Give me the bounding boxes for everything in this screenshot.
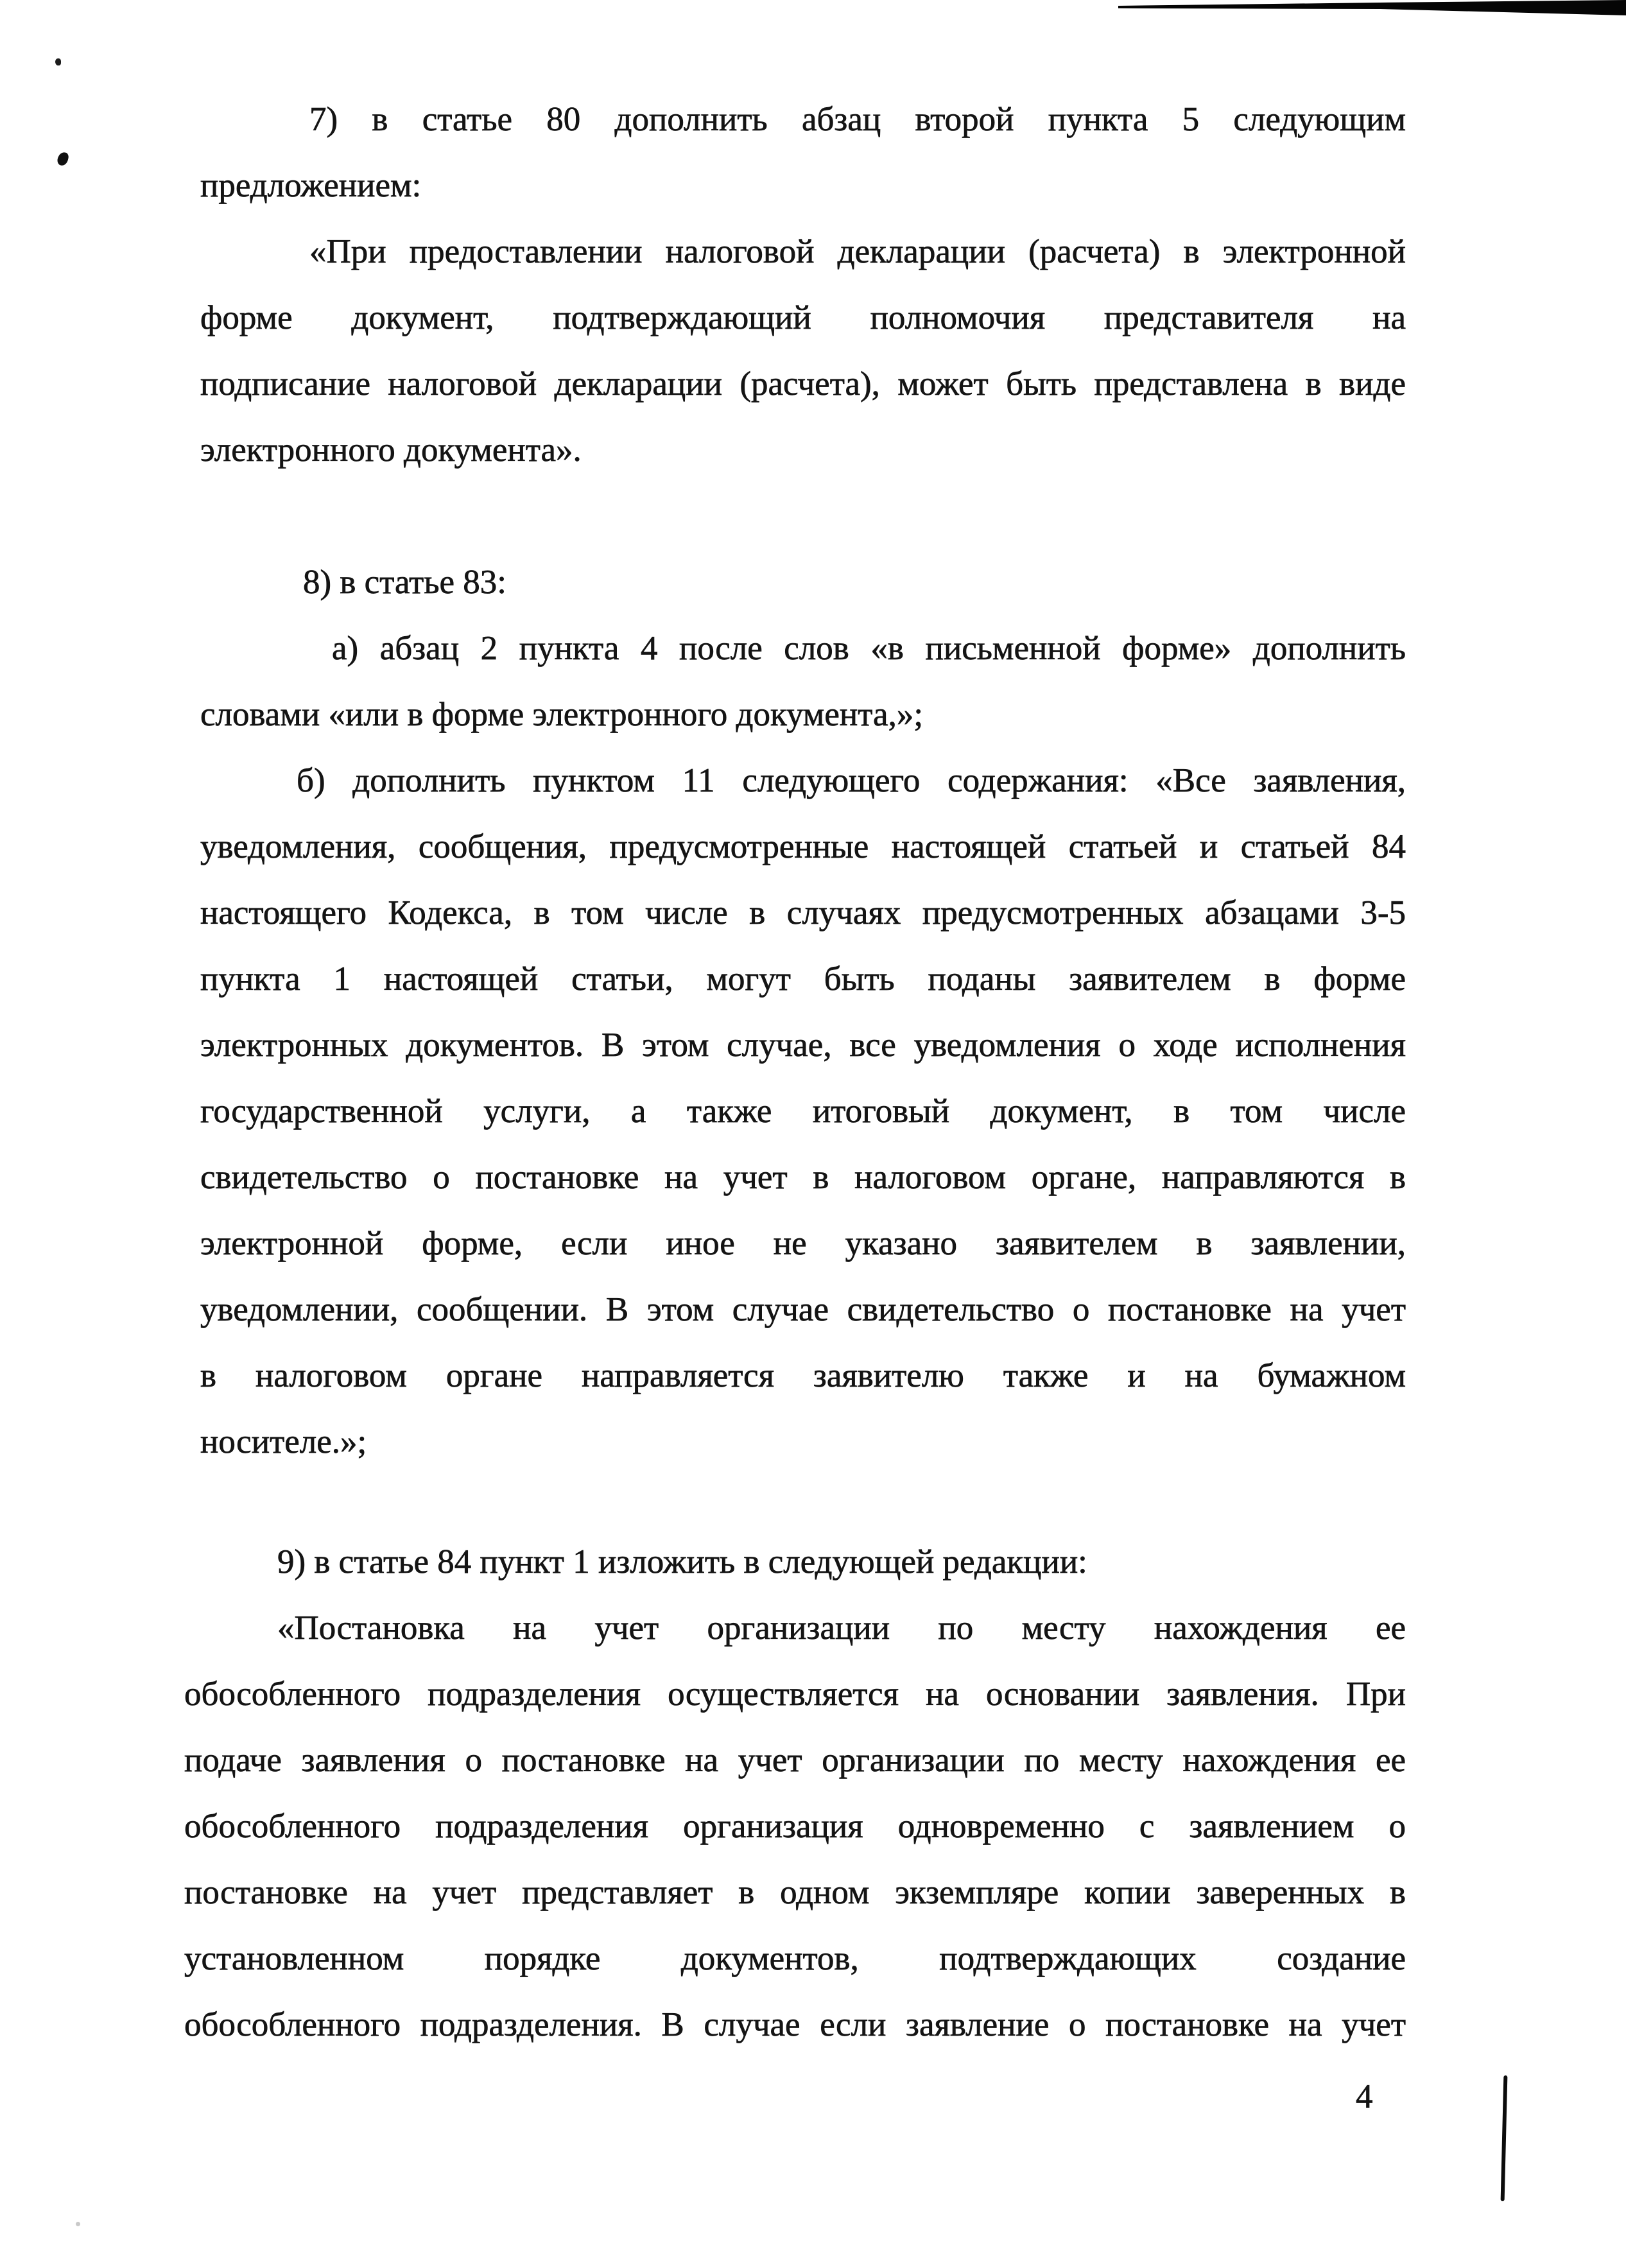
text-line: подаче заявления о постановке на учет организации по месту нахождения ее	[184, 1742, 1406, 1779]
ink-speck-artifact	[55, 58, 61, 65]
text-line: пункта 1 настоящей статьи, могут быть поданы заявителем в форме	[200, 960, 1406, 998]
text-line: обособленного подразделения организация одновременно с заявлением о	[184, 1808, 1406, 1845]
paragraph-gap	[200, 1475, 1406, 1529]
text-line: носителе.»;	[200, 1423, 367, 1460]
text-line: подписание налоговой декларации (расчета), может быть представлена в виде	[200, 365, 1406, 403]
ink-speck-artifact	[76, 2222, 80, 2226]
text-line: электронной форме, если иное не указано заявителем в заявлении,	[200, 1225, 1406, 1262]
text-line: постановке на учет представляет в одном экземпляре копии заверенных в	[184, 1874, 1406, 1911]
page-number: 4	[1356, 2078, 1373, 2115]
text-line: установленном порядке документов, подтверждающих создание	[184, 1940, 1406, 1977]
text-line: словами «или в форме электронного документа,»;	[200, 696, 924, 733]
text-line: «Постановка на учет организации по месту нахождения ее	[277, 1609, 1406, 1647]
text-line: а) абзац 2 пункта 4 после слов «в письменной форме» дополнить	[332, 630, 1406, 667]
text-line: 7) в статье 80 дополнить абзац второй пункта 5 следующим	[309, 101, 1406, 138]
text-line: обособленного подразделения осуществляется на основании заявления. При	[184, 1675, 1406, 1713]
ink-speck-artifact	[56, 151, 70, 166]
text-line: б) дополнить пунктом 11 следующего содержания: «Все заявления,	[297, 762, 1406, 799]
text-line: предложением:	[200, 167, 422, 204]
text-line: государственной услуги, а также итоговый документ, в том числе	[200, 1093, 1406, 1130]
text-line: электронных документов. В этом случае, все уведомления о ходе исполнения	[200, 1026, 1406, 1064]
text-line: 9) в статье 84 пункт 1 изложить в следующей редакции:	[277, 1543, 1087, 1580]
text-line: 8) в статье 83:	[303, 564, 506, 601]
paragraph-gap	[200, 483, 1406, 550]
scan-streak-artifact	[0, 0, 1626, 26]
text-line: уведомления, сообщения, предусмотренные настоящей статьей и статьей 84	[200, 828, 1406, 865]
text-line: электронного документа».	[200, 431, 582, 469]
text-line: в налоговом органе направляется заявителю также и на бумажном	[200, 1357, 1406, 1394]
text-line: свидетельство о постановке на учет в налоговом органе, направляются в	[200, 1159, 1406, 1196]
text-block	[184, 87, 1406, 2058]
text-line: форме документ, подтверждающий полномочия представителя на	[200, 299, 1406, 336]
text-line: обособленного подразделения. В случае если заявление о постановке на учет	[184, 2006, 1406, 2043]
pen-stroke-artifact	[1501, 2075, 1508, 2201]
text-line: уведомлении, сообщении. В этом случае свидетельство о постановке на учет	[200, 1291, 1406, 1328]
text-line: настоящего Кодекса, в том числе в случаях предусмотренных абзацами 3-5	[200, 894, 1406, 931]
text-line: «При предоставлении налоговой декларации (расчета) в электронной	[309, 233, 1406, 270]
